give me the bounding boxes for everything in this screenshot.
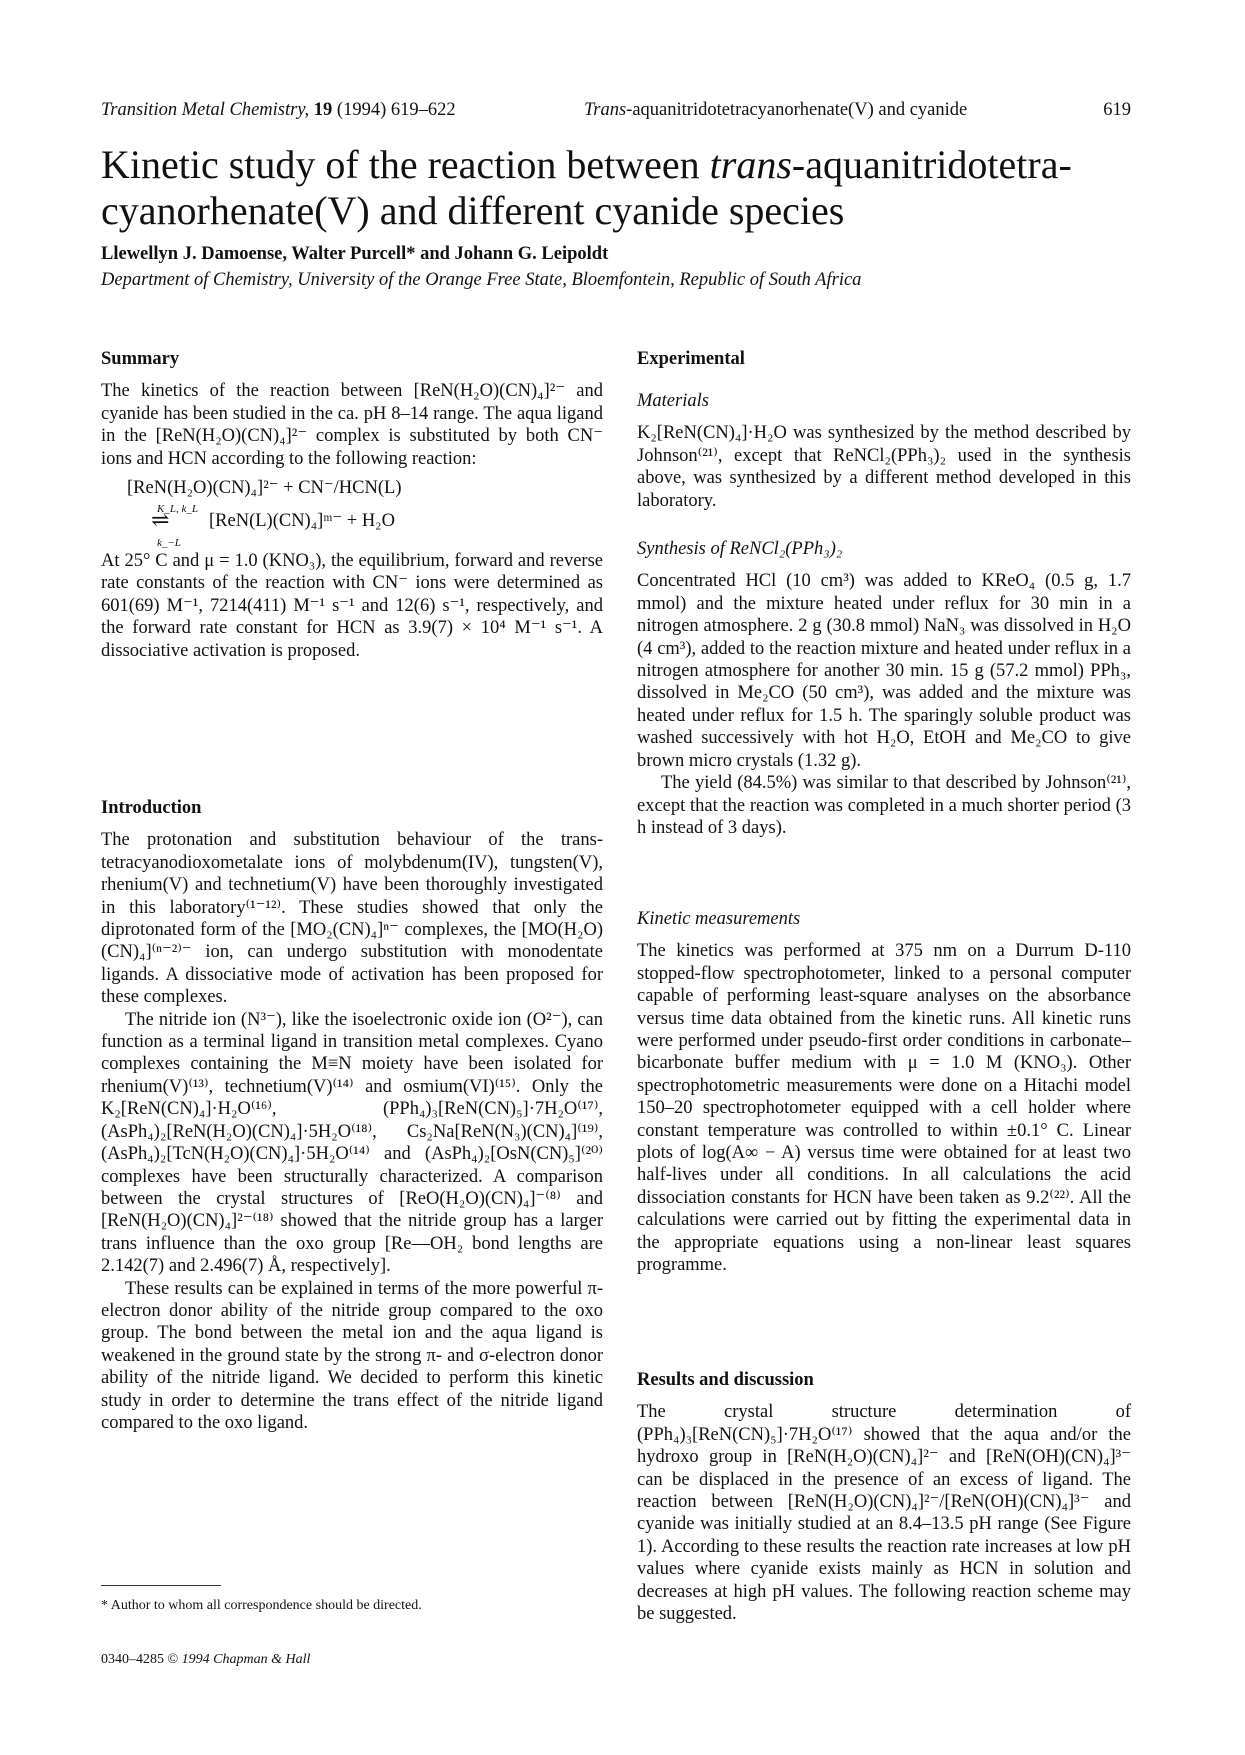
rate-constant-reverse: k_−L <box>157 537 181 550</box>
kinetic-section <box>637 908 1131 1277</box>
summary-paragraph-1: The kinetics of the reaction between [ReN(H₂O)(CN)₄]²⁻ and cyanide has been studied in the ca. pH 8–14 range. The aqua ligand in the [ReN(H₂O)(CN)₄]²⁻ complex is substituted by both CN⁻ ions and HCN according to the following reaction: <box>101 381 603 469</box>
results-heading: Results and discussion <box>637 1370 814 1390</box>
introduction-section <box>101 797 603 1434</box>
kinetic-paragraph: The kinetics was performed at 375 nm on a Durrum D-110 stopped-flow spectrophotometer, linked to a personal computer capable of performing least-square analyses on the absorbance versus time data obtained from the kinetic runs. All kinetic runs were performed under pseudo-first order conditions in carbonate–bicarbonate buffer medium with μ = 1.0 M (KNO₃). Other spectrophotometric measurements were done on a Hitachi model 150–20 spectrophotometer equipped with a cell holder where constant temperature was controlled to within ±0.1° C. Linear plots of log(A∞ − A) versus time were obtained for at least two half-lives under all conditions. In all calculations the acid dissociation constants for HCN have been taken as 9.2⁽²²⁾. All the calculations were carried out by fitting the experimental data in the appropriate equations using a non-linear least squares programme. <box>637 941 1131 1276</box>
experimental-heading: Experimental <box>637 349 745 369</box>
equilibrium-arrows-icon: ⇌ <box>151 507 170 533</box>
kinetic-heading: Kinetic measurements <box>637 909 801 929</box>
synthesis-paragraph-2: The yield (84.5%) was similar to that described by Johnson⁽²¹⁾, except that the reaction was completed in a much shorter period (3 h instead of 3 days). <box>637 773 1131 838</box>
title-part-italic: trans <box>709 142 792 187</box>
running-title-italic: Trans <box>584 100 627 120</box>
summary-paragraph-2: At 25° C and μ = 1.0 (KNO₃), the equilibrium, forward and reverse rate constants of the reaction with CN⁻ ions were determined as 601(69) M⁻¹, 7214(411) M⁻¹ s⁻¹ and 12(6) s⁻¹, respectively, and the forward rate constant for HCN as 3.9(7) × 10⁴ M⁻¹ s⁻¹. A dissociative activation is proposed. <box>101 551 603 661</box>
summary-section <box>101 348 603 662</box>
reaction-equation-line-1: [ReN(H₂O)(CN)₄]²⁻ + CN⁻/HCN(L) <box>127 478 402 499</box>
materials-paragraph: K₂[ReN(CN)₄]·H₂O was synthesized by the method described by Johnson⁽²¹⁾, except that ReNCl₂(PPh₃)₂ used in the synthesis above, was synthesized by a different method developed in this laboratory. <box>637 423 1131 511</box>
journal-citation <box>101 100 456 121</box>
summary-heading: Summary <box>101 349 180 369</box>
introduction-heading: Introduction <box>101 798 202 818</box>
title-line-2: cyanorhenate(V) and different cyanide species <box>101 188 845 233</box>
article-title <box>101 142 1141 234</box>
footnote-divider <box>101 1585 221 1586</box>
journal-year-pages: (1994) 619–622 <box>336 100 456 120</box>
copyright-line <box>101 1652 310 1668</box>
title-line-1 <box>101 142 1141 188</box>
running-title <box>584 100 967 121</box>
correspondence-footnote: * Author to whom all correspondence should be directed. <box>101 1598 422 1613</box>
title-part-a: Kinetic study of the reaction between <box>101 142 710 187</box>
reaction-products: [ReN(L)(CN)₄]ᵐ⁻ + H₂O <box>209 511 395 532</box>
synthesis-heading: Synthesis of ReNCl₂(PPh₃)₂ <box>637 539 843 560</box>
publisher: 1994 Chapman & Hall <box>181 1652 311 1667</box>
running-title-rest: -aquanitridotetracyanorhenate(V) and cyanide <box>626 100 968 120</box>
author-list: Llewellyn J. Damoense, Walter Purcell* and Johann G. Leipoldt <box>101 244 609 264</box>
results-paragraph-1: The crystal structure determination of (PPh₄)₃[ReN(CN)₅]·7H₂O⁽¹⁷⁾ showed that the aqua and/or the hydroxo group in [ReN(H₂O)(CN)₄]²⁻ and [ReN(OH)(CN)₄]³⁻ can be displaced in the presence of an excess of ligand. The reaction between [ReN(H₂O)(CN)₄]²⁻/[ReN(OH)(CN)₄]³⁻ and cyanide was initially studied at an 8.4–13.5 pH range (See Figure 1). According to these results the reaction rate increases at low pH values where cyanide exists mainly as HCN in solution and decreases at high pH values. The following reaction scheme may be suggested. <box>637 1402 1131 1625</box>
title-part-b: -aquanitridotetra- <box>791 142 1072 187</box>
affiliation: Department of Chemistry, University of the Orange Free State, Bloemfontein, Republic of South Africa <box>101 270 862 290</box>
introduction-paragraph-3: These results can be explained in terms of the more powerful π-electron donor ability of the nitride group compared to the oxo group. The bond between the metal ion and the aqua ligand is weakened in the ground state by the strong π- and σ-electron donor ability of the nitride ligand. We decided to perform this kinetic study in order to determine the trans effect of the nitride ligand compared to the oxo ligand. <box>101 1278 603 1433</box>
page-number: 619 <box>1103 100 1131 120</box>
running-head <box>101 100 1131 128</box>
issn: 0340–4285 © <box>101 1652 182 1667</box>
reaction-equation-line-2 <box>127 503 603 550</box>
experimental-heading-wrap <box>637 348 1131 372</box>
results-section <box>637 1369 1131 1625</box>
experimental-section <box>637 390 1131 839</box>
rate-constant-forward: K_L, k_L <box>157 503 198 516</box>
journal-name: Transition Metal Chemistry, <box>101 100 310 120</box>
materials-heading: Materials <box>637 391 709 411</box>
introduction-paragraph-2: The nitride ion (N³⁻), like the isoelectronic oxide ion (O²⁻), can function as a terminal ligand in transition metal complexes. Cyano complexes containing the M≡N moiety have been isolated for rhenium(V)⁽¹³⁾, technetium(V)⁽¹⁴⁾ and osmium(VI)⁽¹⁵⁾. Only the K₂[ReN(CN)₄]·H₂O⁽¹⁶⁾, (PPh₄)₃[ReN(CN)₅]·7H₂O⁽¹⁷⁾, (AsPh₄)₂[ReN(H₂O)(CN)₄]·5H₂O⁽¹⁸⁾, Cs₂Na[ReN(N₃)(CN)₄]⁽¹⁹⁾, (AsPh₄)₂[TcN(H₂O)(CN)₄]·5H₂O⁽¹⁴⁾ and (AsPh₄)₂[OsN(CN)₅]⁽²⁰⁾ complexes have been structurally characterized. A comparison between the crystal structures of [ReO(H₂O)(CN)₄]⁻⁽⁸⁾ and [ReN(H₂O)(CN)₄]²⁻⁽¹⁸⁾ showed that the nitride group has a larger trans influence than the oxo group [Re—OH₂ bond lengths are 2.142(7) and 2.496(7) Å, respectively]. <box>101 1009 603 1277</box>
journal-volume: 19 <box>313 100 333 120</box>
synthesis-paragraph-1: Concentrated HCl (10 cm³) was added to KReO₄ (0.5 g, 1.7 mmol) and the mixture heated under reflux for 30 min in a nitrogen atmosphere. 2 g (30.8 mmol) NaN₃ was dissolved in H₂O (4 cm³), added to the reaction mixture and heated under reflux in a nitrogen atmosphere for another 30 min. 15 g (57.2 mmol) PPh₃, dissolved in Me₂CO (50 cm³), was added and the mixture was heated under reflux for 1.5 h. The sparingly soluble product was washed successively with hot H₂O, EtOH and Me₂CO to give brown micro crystals (1.32 g). <box>637 571 1131 771</box>
introduction-paragraph-1: The protonation and substitution behaviour of the trans-tetracyanodioxometalate ions of molybdenum(IV), tungsten(V), rhenium(V) and technetium(V) have been thoroughly investigated in this laboratory⁽¹⁻¹²⁾. These studies showed that only the diprotonated form of the [MO₂(CN)₄]ⁿ⁻ complexes, the [MO(H₂O)(CN)₄]⁽ⁿ⁻²⁾⁻ ion, can undergo substitution with monodentate ligands. A dissociative mode of activation has been proposed for these complexes. <box>101 830 603 1008</box>
